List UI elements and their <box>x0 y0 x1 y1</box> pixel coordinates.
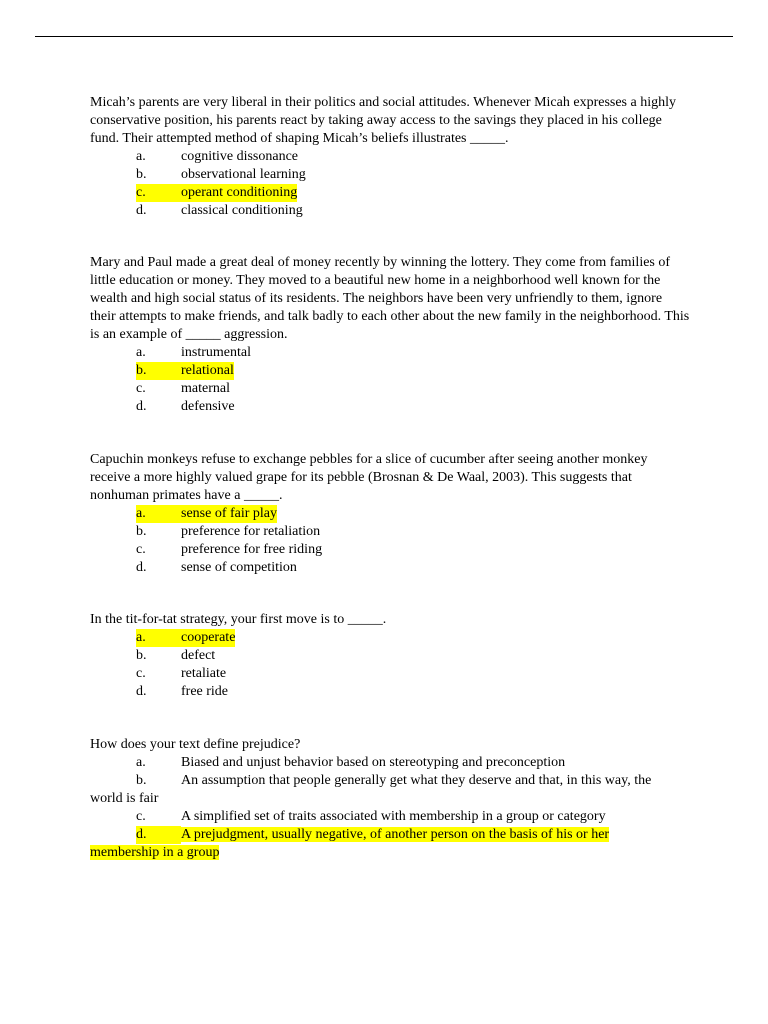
answer-option-b <box>90 647 690 665</box>
option-text: cognitive dissonance <box>181 149 299 164</box>
option-letter: a. <box>136 345 146 360</box>
option-letter: a. <box>136 755 146 770</box>
question-stem: Capuchin monkeys refuse to exchange pebbles for a slice of cucumber after seeing another monkey receive a more highly valued grape for its pebble (Brosnan & De Waal, 2003). This suggests that nonhuman primates have a _____. <box>90 452 648 503</box>
answer-option-d <box>90 398 690 416</box>
option-text: defensive <box>181 399 235 414</box>
option-text: cooperate <box>181 630 236 645</box>
answer-option-d-highlighted <box>90 826 670 862</box>
option-text: An assumption that people generally get what they deserve and that, in this way, the world is fair <box>90 773 652 806</box>
option-text: observational learning <box>181 167 306 182</box>
answer-option-b <box>90 523 690 541</box>
option-letter: b. <box>136 773 147 788</box>
question-stem: Mary and Paul made a great deal of money recently by winning the lottery. They come from families of little education or money. They moved to a beautiful new home in a neighborhood well known for the wealth and high social status of its residents. The neighbors have been very unfriendly to them, ignore their attempts to make friends, and talk badly to each other about the new family in the neighborhood. This is an example of _____ aggression. <box>90 255 690 342</box>
option-text: maternal <box>181 381 230 396</box>
option-text: A simplified set of traits associated with membership in a group or category <box>181 809 606 824</box>
question-4 <box>90 611 690 701</box>
option-letter: b. <box>136 648 147 663</box>
answer-option-c <box>90 380 690 398</box>
option-letter: c. <box>136 666 146 681</box>
answer-option-b <box>90 166 690 184</box>
answer-option-a <box>90 148 690 166</box>
option-letter: d. <box>136 203 147 218</box>
option-letter: b. <box>136 524 147 539</box>
question-1 <box>90 94 690 220</box>
answer-option-b <box>90 772 670 808</box>
option-letter: d. <box>136 826 181 844</box>
option-letter: c. <box>136 542 146 557</box>
option-text: instrumental <box>181 345 251 360</box>
answer-option-c <box>90 665 690 683</box>
option-text: operant conditioning <box>181 185 298 200</box>
answer-option-c <box>90 808 670 826</box>
option-text: preference for free riding <box>181 542 323 557</box>
option-text: relational <box>181 363 234 378</box>
option-text: Biased and unjust behavior based on stereotyping and preconception <box>181 755 566 770</box>
option-text: defect <box>181 648 216 663</box>
option-letter: c. <box>136 381 146 396</box>
option-text: classical conditioning <box>181 203 303 218</box>
answer-option-a <box>90 344 690 362</box>
option-letter: a. <box>136 629 181 647</box>
answer-option-d <box>90 559 690 577</box>
question-5 <box>90 736 670 862</box>
answer-option-c-highlighted <box>90 184 690 202</box>
option-text: free ride <box>181 684 229 699</box>
option-letter: a. <box>136 505 181 523</box>
question-stem: How does your text define prejudice? <box>90 737 301 752</box>
option-text: preference for retaliation <box>181 524 321 539</box>
answer-option-a-highlighted <box>90 629 690 647</box>
header-rule <box>35 36 733 37</box>
answer-option-d <box>90 683 690 701</box>
option-text: A prejudgment, usually negative, of another person on the basis of his or her membership in a group <box>90 827 610 860</box>
question-3 <box>90 451 690 577</box>
option-letter: b. <box>136 167 147 182</box>
option-letter: c. <box>136 184 181 202</box>
option-letter: d. <box>136 560 147 575</box>
option-text: retaliate <box>181 666 227 681</box>
answer-option-c <box>90 541 690 559</box>
question-2 <box>90 254 690 416</box>
answer-option-a-highlighted <box>90 505 690 523</box>
option-letter: c. <box>136 809 146 824</box>
answer-option-d <box>90 202 690 220</box>
answer-option-b-highlighted <box>90 362 690 380</box>
answer-option-a <box>90 754 670 772</box>
question-stem: Micah’s parents are very liberal in their politics and social attitudes. Whenever Micah expresses a highly conservative position, his parents react by taking away access to the savings they placed in his college fund. Their attempted method of shaping Micah’s beliefs illustrates _____. <box>90 95 676 146</box>
option-text: sense of competition <box>181 560 297 575</box>
option-letter: b. <box>136 362 181 380</box>
option-text: sense of fair play <box>181 506 278 521</box>
option-letter: d. <box>136 684 147 699</box>
option-letter: a. <box>136 149 146 164</box>
question-stem: In the tit-for-tat strategy, your first move is to _____. <box>90 612 387 627</box>
option-letter: d. <box>136 399 147 414</box>
